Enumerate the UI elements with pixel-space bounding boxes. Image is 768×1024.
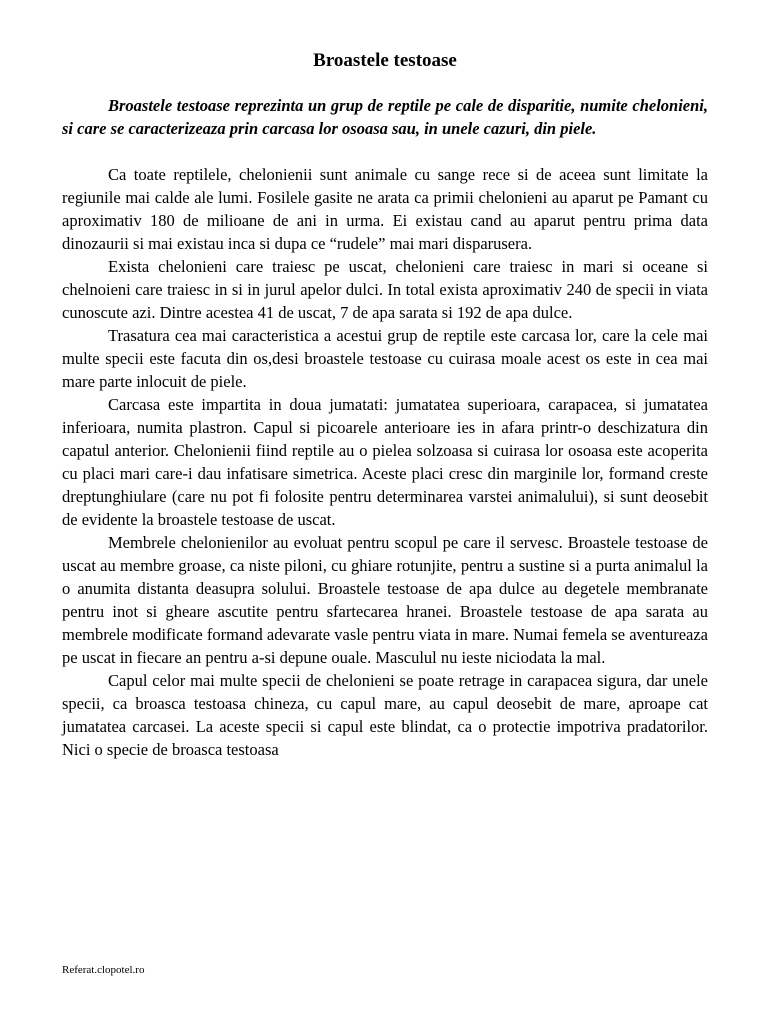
intro-paragraph: Broastele testoase reprezinta un grup de reptile pe cale de disparitie, numite chelonieni, si care se caracterizeaza prin carcasa lor osoasa sau, in unele cazuri, din piele.: [62, 96, 708, 138]
document-page: [62, 46, 708, 761]
body-paragraph: Membrele chelonienilor au evoluat pentru scopul pe care il servesc. Broastele testoase de uscat au membre groase, ca niste piloni, cu ghiare rotunjite, pentru a sustine si a purta animalul la o anumita distanta deasupra solului. Broastele testoase de apa dulce au degetele membranate pentru inot si gheare ascutite pentru sfartecarea hranei. Broastele testoase de apa sarata au membrele modificate formand adevarate vasle pentru viata in mare. Numai femela se aventureaza pe uscat in fiecare an pentru a-si depune ouale. Masculul nu ieste niciodata la mal.: [62, 533, 708, 667]
body-paragraph: Capul celor mai multe specii de chelonieni se poate retrage in carapacea sigura, dar unele specii, ca broasca testoasa chineza, cu capul mare, au capul deosebit de mare, aproape cat jumatatea carcasei. La aceste specii si capul este blindat, ca o protectie impotriva pradatorilor. Nici o specie de broasca testoasa: [62, 671, 708, 759]
body-paragraph: Ca toate reptilele, chelonienii sunt animale cu sange rece si de aceea sunt limitate la regiunile mai calde ale lumi. Fosilele gasite ne arata ca primii chelonieni au aparut pe Pamant cu aproximativ 180 de milioane de ani in urma. Ei existau cand au aparut pentru prima data dinozaurii si mai existau inca si dupa ce “rudele” mai mari disparusera.: [62, 165, 708, 253]
body-paragraph: Trasatura cea mai caracteristica a acestui grup de reptile este carcasa lor, care la cele mai multe specii este facuta din os,desi broastele testoase cu cuirasa moale acest os este in cea mai mare parte inlocuit de piele.: [62, 326, 708, 391]
page-footer: Referat.clopotel.ro: [62, 964, 145, 976]
body-paragraph: Carcasa este impartita in doua jumatati: jumatatea superioara, carapacea, si jumatatea inferioara, numita plastron. Capul si picoarele anterioare ies in afara printr-o deschizatura din capatul anterior. Chelonienii fiind reptile au o pielea solzoasa si cuirasa lor osoasa este acoperita cu placi mari care-i dau infatisare simetrica. Aceste placi cresc din marginile lor, formand creste dreptunghiulare (care nu pot fi folosite pentru determinarea varstei animalului), si sunt deosebit de evidente la broastele testoase de uscat.: [62, 395, 708, 529]
body-paragraph: Exista chelonieni care traiesc pe uscat, chelonieni care traiesc in mari si oceane si chelnoieni care traiesc in si in jurul apelor dulci. In total exista aproximativ 240 de specii in viata cunoscute azi. Dintre acestea 41 de uscat, 7 de apa sarata si 192 de apa dulce.: [62, 257, 708, 322]
page-title: Broastele testoase: [313, 50, 457, 71]
